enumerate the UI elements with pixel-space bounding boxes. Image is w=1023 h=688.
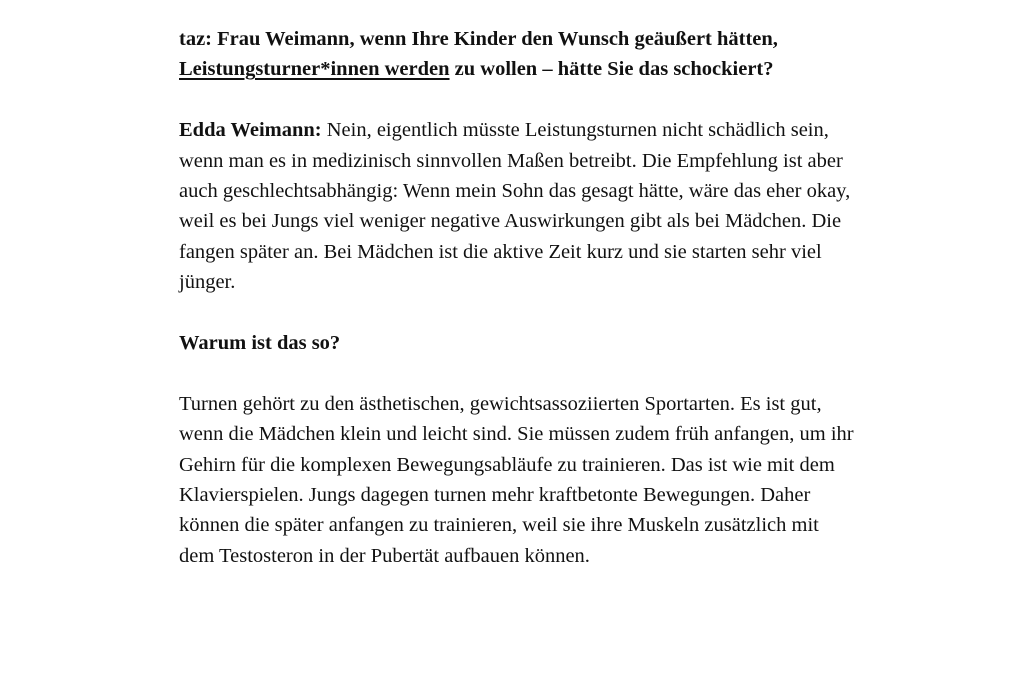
interview-answer-1 [179, 115, 859, 297]
article-body [179, 24, 859, 602]
question-1-suffix: zu wollen – hätte Sie das schockiert? [449, 58, 774, 81]
speaker-label: Edda Weimann: [179, 119, 322, 142]
interview-question-1 [179, 24, 859, 85]
leistungsturner-link[interactable]: Leistungsturner*innen werden [179, 58, 450, 81]
question-1-prefix: taz: Frau Weimann, wenn Ihre Kinder den Wunsch geäußert hätten, [179, 28, 778, 50]
interview-question-2: Warum ist das so? [179, 332, 341, 355]
answer-1-text: Nein, eigentlich müsste Leistungsturnen nicht schädlich sein, wenn man es in medizinisch sinnvollen Maßen betreibt. Die Empfehlung ist aber auch geschlechtsabhängig: Wenn mein Sohn das gesagt hätte, wäre das eher okay, weil es bei Jungs viel weniger negative Auswirkungen gibt als bei Mädchen. Die fangen später an. Bei Mädchen ist die aktive Zeit kurz und sie starten sehr viel jünger. [179, 119, 851, 294]
interview-answer-2: Turnen gehört zu den ästhetischen, gewichtsassoziierten Sportarten. Es ist gut, wenn die Mädchen klein und leicht sind. Sie müssen zudem früh anfangen, um ihr Gehirn für die komplexen Bewegungsabläufe zu trainieren. Das ist wie mit dem Klavierspielen. Jungs dagegen turnen mehr kraftbetonte Bewegungen. Daher können die später anfangen zu trainieren, weil sie ihre Muskeln zusätzlich mit dem Testosteron in der Pubertät aufbauen können. [179, 392, 854, 567]
